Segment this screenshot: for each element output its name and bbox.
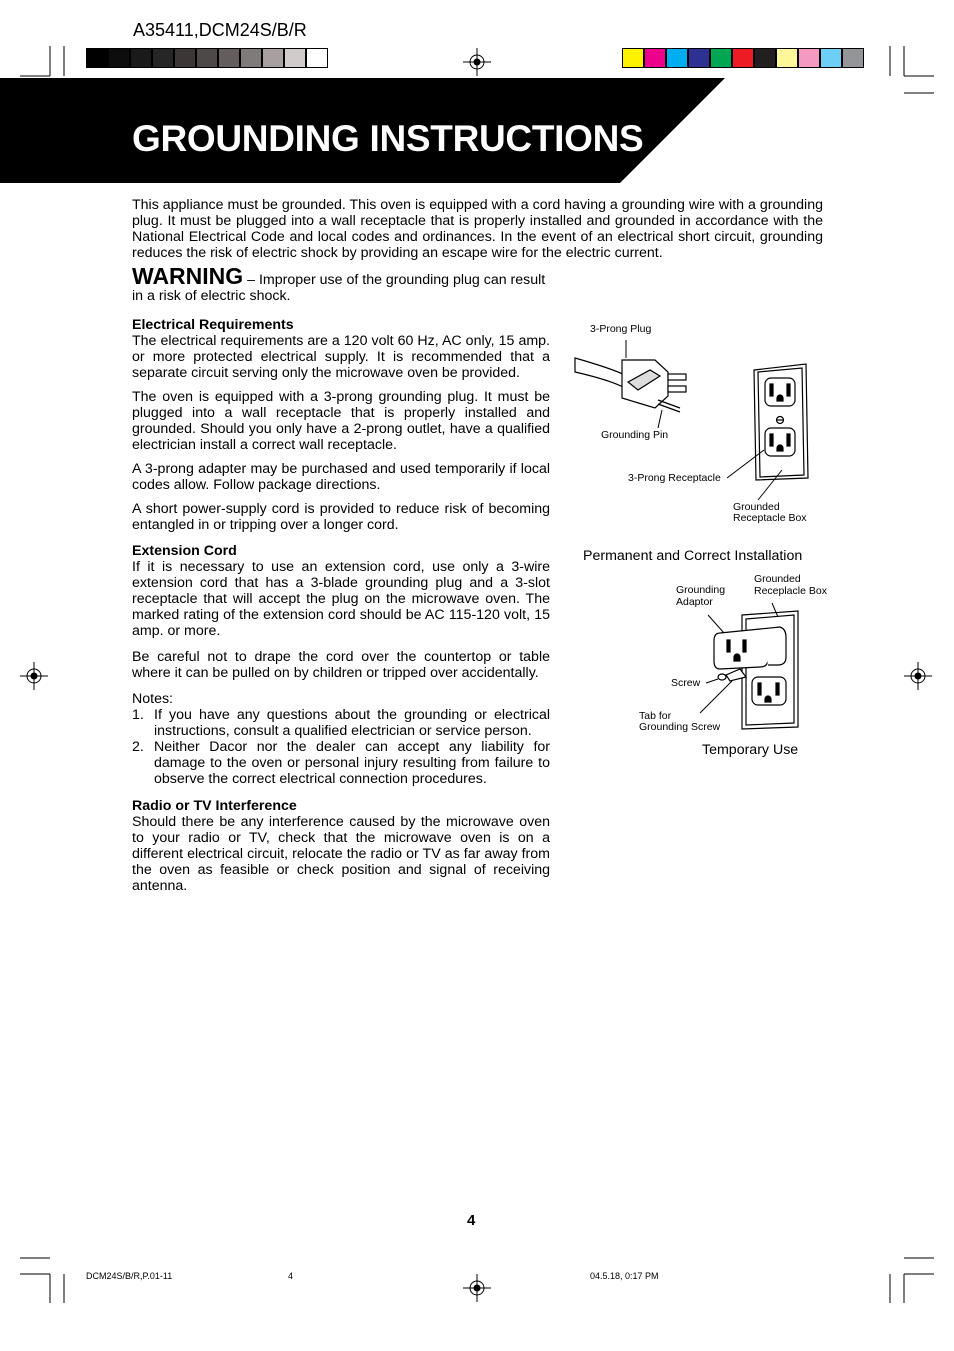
warning-text: – Improper use of the grounding plug can result in a risk of electric shock.	[132, 272, 546, 304]
gray-swatch	[152, 48, 174, 68]
electrical-p3: A 3-prong adapter may be purchased and used temporarily if local codes allow. Follow package directions.	[132, 461, 550, 493]
label-3-prong-plug: 3-Prong Plug	[590, 323, 652, 335]
footer-page: 4	[288, 1271, 294, 1281]
label-box2-1: Grounded	[754, 573, 801, 585]
notes-list	[132, 707, 550, 787]
warning-heading: WARNING	[132, 263, 244, 289]
color-swatch	[820, 48, 842, 68]
extension-heading: Extension Cord	[132, 543, 237, 559]
label-adaptor-2: Adaptor	[676, 596, 713, 608]
gray-swatch	[262, 48, 284, 68]
label-tab-2: Grounding Screw	[639, 721, 721, 733]
gray-swatch	[218, 48, 240, 68]
label-tab-1: Tab for	[639, 710, 672, 722]
footer-date: 04.5.18, 0:17 PM	[590, 1271, 659, 1281]
label-screw: Screw	[671, 677, 701, 689]
electrical-p1: The electrical requirements are a 120 volt 60 Hz, AC only, 15 amp. or more protected electrical supply. It is recommended that a separate circuit serving only the microwave oven be provided.	[132, 333, 550, 381]
color-swatch	[666, 48, 688, 68]
color-swatch	[710, 48, 732, 68]
gray-swatch	[130, 48, 152, 68]
electrical-p2: The oven is equipped with a 3-prong grounding plug. It must be plugged into a wall receptacle that is properly installed and grounded. Should you only have a 2-prong outlet, have a qualified electrician install a correct wall receptacle.	[132, 389, 550, 453]
label-grounding-pin: Grounding Pin	[601, 429, 669, 441]
color-swatch	[798, 48, 820, 68]
notes-heading: Notes:	[132, 691, 174, 707]
color-swatch	[842, 48, 864, 68]
color-swatch	[622, 48, 644, 68]
label-box2-2: Receplacle Box	[754, 585, 827, 597]
color-swatch	[732, 48, 754, 68]
left-column	[132, 317, 550, 902]
radio-heading: Radio or TV Interference	[132, 798, 297, 814]
process-color-bar	[622, 48, 864, 68]
electrical-p4: A short power-supply cord is provided to reduce risk of becoming entangled in or tripping over a longer cord.	[132, 501, 550, 533]
gray-swatch	[240, 48, 262, 68]
label-grounded-box-2: Receptacle Box	[733, 512, 807, 524]
gray-color-bar	[86, 48, 328, 68]
warning-block	[132, 263, 550, 304]
note-item: 2. Neither Dacor nor the dealer can accept any liability for damage to the oven or personal injury resulting from failure to observe the correct electrical connection procedures.	[132, 739, 550, 787]
page-number: 4	[467, 1212, 476, 1229]
caption-permanent: Permanent and Correct Installation	[583, 548, 803, 564]
gray-swatch	[108, 48, 130, 68]
radio-p1: Should there be any interference caused by the microwave oven to your radio or TV, check that the microwave oven is on a different electrical circuit, relocate the radio or TV as far away from the oven as feasible or check position and signal of receiving antenna.	[132, 814, 550, 894]
gray-swatch	[306, 48, 328, 68]
gray-swatch	[196, 48, 218, 68]
caption-temporary: Temporary Use	[702, 742, 799, 758]
extension-p2: Be careful not to drape the cord over the countertop or table where it can be pulled on by children or tripped over accidentally.	[132, 649, 550, 681]
color-swatch	[688, 48, 710, 68]
label-grounded-box-1: Grounded	[733, 501, 780, 513]
footer-file: DCM24S/B/R,P.01-11	[86, 1271, 173, 1281]
label-3-prong-receptacle: 3-Prong Receptacle	[628, 472, 721, 484]
gray-swatch	[174, 48, 196, 68]
gray-swatch	[284, 48, 306, 68]
color-swatch	[754, 48, 776, 68]
job-id: A35411,DCM24S/B/R	[133, 20, 307, 40]
note-item: 1. If you have any questions about the grounding or electrical instructions, consult a qualified electrician or service person.	[132, 707, 550, 739]
electrical-heading: Electrical Requirements	[132, 317, 294, 333]
extension-p1: If it is necessary to use an extension cord, use only a 3-wire extension cord that has a 3-blade grounding plug and a 3-slot receptacle that will accept the plug on the microwave oven. The marked rating of the extension cord should be AC 115-120 volt, 15 amp. or more.	[132, 559, 550, 639]
color-swatch	[644, 48, 666, 68]
label-adaptor-1: Grounding	[676, 584, 726, 596]
gray-swatch	[86, 48, 108, 68]
color-swatch	[776, 48, 798, 68]
page-title: GROUNDING INSTRUCTIONS	[132, 118, 644, 159]
intro-paragraph: This appliance must be grounded. This oven is equipped with a cord having a grounding wire with a grounding plug. It must be plugged into a wall receptacle that is properly installed and grounded in accordance with the National Electrical Code and local codes and ordinances. In the event of an electrical short circuit, grounding reduces the risk of electric shock by providing an escape wire for the electric current.	[132, 197, 823, 261]
